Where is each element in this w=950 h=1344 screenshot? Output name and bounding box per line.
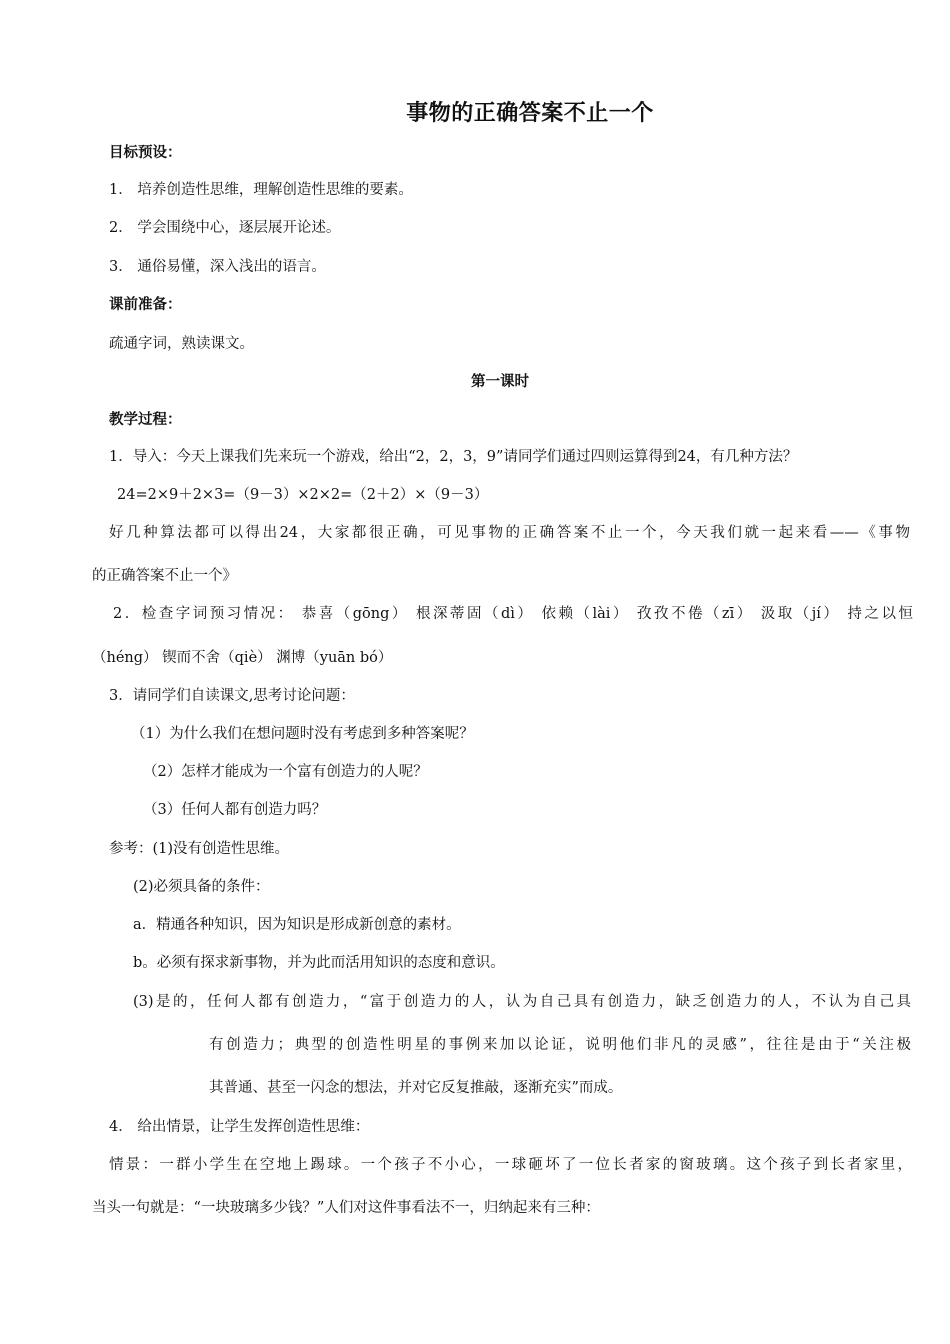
process-heading: 教学过程：: [109, 412, 182, 428]
step-2-line-2: （héng） 锲而不舍（qiè） 渊博（yuān bó）: [92, 650, 393, 666]
goal-item-1: 1． 培养创造性思维，理解创造性思维的要素。: [109, 182, 413, 198]
step-1-intro: 1．导入：今天上课我们先来玩一个游戏，给出“2，2，3，9”请同学们通过四则运算得到24，有几种方法？: [109, 449, 798, 465]
reference-1: 参考：(1)没有创造性思维。: [109, 841, 290, 857]
formula-line: 24=2×9＋2×3=（9－3）×2×2=（2＋2）×（9－3）: [117, 487, 489, 503]
step-2-line-1: 2．检查字词预习情况： 恭喜（gōng） 根深蒂固（dì） 依赖（lài） 孜孜不倦（zī） 汲取（jí） 持之以恒: [113, 606, 913, 622]
prep-text: 疏通字词，熟读课文。: [109, 336, 254, 352]
reference-2b: b。必须有探求新事物，并为此而活用知识的态度和意识。: [133, 955, 505, 971]
lesson-heading: 第一课时: [471, 374, 529, 390]
reference-3-line-3: 其普通、甚至一闪念的想法，并对它反复推敲，逐渐充实”而成。: [209, 1080, 623, 1096]
goal-item-3: 3． 通俗易懂，深入浅出的语言。: [109, 259, 326, 275]
reference-2: (2)必须具备的条件：: [133, 879, 270, 895]
step-4: 4． 给出情景，让学生发挥创造性思维：: [109, 1119, 370, 1135]
goal-item-2: 2． 学会围绕中心，逐层展开论述。: [109, 220, 341, 236]
prep-heading: 课前准备：: [109, 297, 182, 313]
document-title: 事物的正确答案不止一个: [406, 101, 654, 126]
reference-3-line-1: (3)是的，任何人都有创造力，“富于创造力的人，认为自己具有创造力，缺乏创造力的人，不认为自己具: [133, 994, 911, 1010]
question-3: （3）任何人都有创造力吗？: [143, 802, 327, 818]
reference-2a: a．精通各种知识，因为知识是形成新创意的素材。: [133, 917, 461, 933]
intro-paragraph-line-1: 好几种算法都可以得出24，大家都很正确，可见事物的正确答案不止一个，今天我们就一起来看——《事物: [109, 525, 910, 541]
question-2: （2）怎样才能成为一个富有创造力的人呢？: [143, 764, 428, 780]
question-1: （1）为什么我们在想问题时没有考虑到多种答案呢？: [131, 726, 474, 742]
scene-line-1: 情景：一群小学生在空地上踢球。一个孩子不小心，一球砸坏了一位长者家的窗玻璃。这个孩子到长者家里，: [109, 1157, 912, 1173]
intro-paragraph-line-2: 的正确答案不止一个》: [92, 568, 237, 584]
scene-line-2: 当头一句就是：“一块玻璃多少钱？”人们对这件事看法不一，归纳起来有三种：: [92, 1200, 600, 1216]
goals-heading: 目标预设：: [109, 145, 182, 161]
step-3: 3．请同学们自读课文,思考讨论问题：: [109, 688, 355, 704]
reference-3-line-2: 有创造力；典型的创造性明星的事例来加以论证，说明他们非凡的灵感”，往往是由于“关注极: [209, 1037, 911, 1053]
